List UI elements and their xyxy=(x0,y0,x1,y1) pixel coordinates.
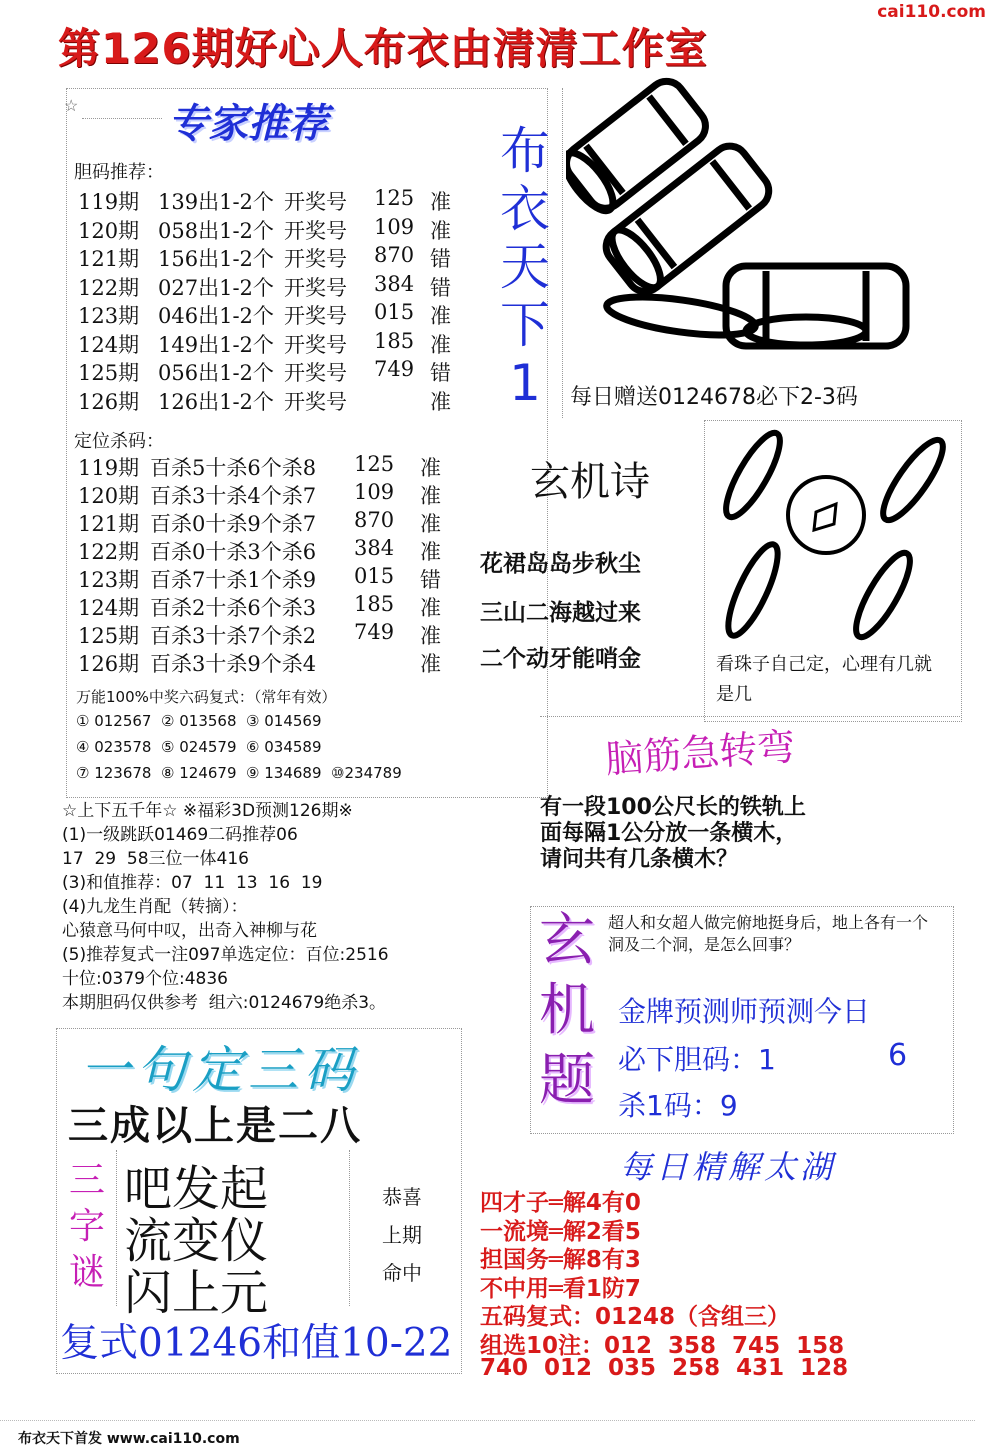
dan-pick: 027出1-2个 xyxy=(158,275,274,300)
gold-title: 金牌预测师预测今日 xyxy=(618,995,871,1028)
gold-dan-value: 6 xyxy=(888,1038,908,1073)
forecast-line: 17 29 58三位一体416 xyxy=(62,849,249,869)
poem-line: 二个动牙能哨金 xyxy=(480,646,641,672)
wanneng-line: ④ 023578 ⑤ 024579 ⑥ 034589 xyxy=(76,738,322,756)
dan-pick: 139出1-2个 xyxy=(158,190,274,214)
star-decoration: ☆ xyxy=(64,96,79,115)
brain-line: 面每隔1公分放一条横木， xyxy=(540,821,798,846)
taihu-line: 担国务═解8有3 xyxy=(480,1247,641,1273)
dan-result: 错 xyxy=(430,247,451,271)
forecast-line: 心猿意马何中叹，出奇入神柳与花 xyxy=(62,921,317,941)
title-char: 天 xyxy=(500,238,550,296)
dan-result: 准 xyxy=(430,218,451,243)
divider-vertical xyxy=(562,88,563,418)
poem-line: 三山二海越过来 xyxy=(480,600,641,626)
page-title: 第126期好心人布衣由清清工作室 xyxy=(58,24,708,73)
kill-result: 准 xyxy=(420,624,441,648)
dan-draw: 015 xyxy=(374,300,415,324)
title-char: 机 xyxy=(539,978,595,1043)
brain-line: 有一段100公尺长的铁轨上 xyxy=(540,795,806,820)
kill-draw: 185 xyxy=(354,592,395,616)
dan-result: 准 xyxy=(430,389,451,414)
forecast-line: (1)一级跳跃01469二码推荐06 xyxy=(62,825,298,845)
sanzi-line: 吧发起 xyxy=(124,1161,269,1217)
congrats-line: 恭喜 xyxy=(382,1185,422,1209)
forecast-line: (5)推荐复式一注097单选定位：百位:2516 xyxy=(62,945,389,965)
forecast-line: 十位:0379个位:4836 xyxy=(62,969,228,989)
kill-draw: 870 xyxy=(354,508,395,532)
kill-result: 准 xyxy=(420,540,441,564)
dan-draw-label: 开奖号 xyxy=(284,361,347,385)
kill-result: 准 xyxy=(420,596,441,620)
dan-draw: 109 xyxy=(374,214,415,239)
forecast-line: (4)九龙生肖配（转摘）： xyxy=(62,897,248,917)
gold-dan: 必下胆码：1 xyxy=(618,1043,776,1076)
dan-period: 125期 xyxy=(78,361,140,385)
congrats-line: 命中 xyxy=(382,1261,422,1285)
taihu-title: 每日精解太湖 xyxy=(620,1148,837,1186)
taihu-line: 不中用═看1防7 xyxy=(480,1275,641,1302)
brain-line: 请问共有几条横木？ xyxy=(540,847,739,872)
dan-period: 121期 xyxy=(78,247,140,271)
wanneng-line: ① 012567 ② 013568 ③ 014569 xyxy=(76,712,322,730)
dan-draw-label: 开奖号 xyxy=(284,332,347,357)
dan-pick: 126出1-2个 xyxy=(158,389,274,414)
dan-draw-label: 开奖号 xyxy=(284,304,347,328)
dan-draw: 749 xyxy=(374,357,415,381)
poem-line: 花裙岛岛步秋尘 xyxy=(480,551,641,577)
riddle-question: 超人和女超人做完俯地挺身后，地上各有一个洞及二个洞，是怎么回事？ xyxy=(608,913,929,954)
dan-period: 119期 xyxy=(78,190,140,214)
kill-pick: 百杀0十杀9个杀7 xyxy=(150,512,317,536)
dan-result: 错 xyxy=(430,275,451,300)
title-char: 衣 xyxy=(500,180,550,238)
dan-draw-label: 开奖号 xyxy=(284,247,347,271)
dan-period: 126期 xyxy=(78,389,140,414)
wanneng-label: 万能100%中奖六码复式：（常年有效） xyxy=(76,688,337,706)
kill-pick: 百杀0十杀3个杀6 xyxy=(150,540,317,564)
kill-period: 119期 xyxy=(78,456,140,480)
kill-period: 121期 xyxy=(78,512,140,536)
dan-draw: 384 xyxy=(374,271,415,296)
abacus-image xyxy=(566,76,946,376)
site-logo: cai110.com xyxy=(877,2,986,22)
buyi-vertical-title xyxy=(494,122,556,412)
wanneng-line: ⑦ 123678 ⑧ 124679 ⑨ 134689 ⑩234789 xyxy=(76,764,402,782)
riddle-vertical-title xyxy=(536,906,598,1116)
gold-kill: 杀1码：9 xyxy=(618,1089,738,1122)
dan-draw-label: 开奖号 xyxy=(284,218,347,243)
dan-draw: 125 xyxy=(374,186,415,210)
kill-draw: 125 xyxy=(354,452,395,476)
beads-caption: 看珠子自己定，心理有几就是几 xyxy=(716,654,932,705)
poem-title: 玄机诗 xyxy=(530,459,650,505)
dan-pick: 046出1-2个 xyxy=(158,304,274,328)
kill-period: 126期 xyxy=(78,652,140,676)
dan-period: 122期 xyxy=(78,275,140,300)
taihu-line: 组选10注：012 358 745 158 xyxy=(480,1332,845,1359)
dan-result: 错 xyxy=(430,361,451,385)
kill-period: 123期 xyxy=(78,568,140,592)
label-char: 谜 xyxy=(68,1252,105,1293)
fushi-line: 复式01246和值10-22 xyxy=(60,1321,453,1366)
kill-result: 准 xyxy=(420,652,441,676)
dotted-line xyxy=(82,118,162,119)
kill-period: 122期 xyxy=(78,540,140,564)
footer: 布衣天下首发 www.cai110.com xyxy=(18,1431,240,1447)
forecast-line: (3)和值推荐：07 11 13 16 19 xyxy=(62,873,323,893)
kill-result: 准 xyxy=(420,512,441,536)
title-char: 1 xyxy=(509,354,541,412)
label-char: 字 xyxy=(68,1206,105,1247)
taihu-line: 四才子═解4有0 xyxy=(480,1190,641,1216)
kill-label: 定位杀码： xyxy=(74,431,164,452)
title-char: 题 xyxy=(539,1048,595,1113)
sanzi-line: 闪上元 xyxy=(124,1265,269,1321)
dan-result: 准 xyxy=(430,332,451,357)
expert-title: 专家推荐 xyxy=(168,101,328,147)
kill-pick: 百杀2十杀6个杀3 xyxy=(150,596,317,620)
kill-draw: 749 xyxy=(354,620,395,644)
taihu-line: 740 012 035 258 431 128 xyxy=(480,1355,849,1381)
kill-period: 125期 xyxy=(78,624,140,648)
kill-period: 124期 xyxy=(78,596,140,620)
footer-line xyxy=(0,1420,975,1421)
dan-result: 准 xyxy=(430,190,451,214)
kill-pick: 百杀3十杀7个杀2 xyxy=(150,624,317,648)
dan-period: 123期 xyxy=(78,304,140,328)
dan-label: 胆码推荐： xyxy=(74,162,164,183)
beads-image xyxy=(708,420,958,645)
kill-period: 120期 xyxy=(78,484,140,508)
sanzi-line: 流变仪 xyxy=(124,1213,269,1269)
divider-horizontal xyxy=(540,716,960,717)
dan-draw-label: 开奖号 xyxy=(284,190,347,214)
dan-pick: 058出1-2个 xyxy=(158,218,274,243)
forecast-line: 本期胆码仅供参考 组六:0124679绝杀3。 xyxy=(62,993,387,1013)
yiju-phrase: 三成以上是二八 xyxy=(68,1103,362,1149)
taihu-line: 五码复式：01248（含组三） xyxy=(480,1304,791,1330)
dan-draw-label: 开奖号 xyxy=(284,389,347,414)
kill-result: 准 xyxy=(420,484,441,508)
dan-pick: 149出1-2个 xyxy=(158,332,274,357)
kill-pick: 百杀5十杀6个杀8 xyxy=(150,456,317,480)
title-char: 玄 xyxy=(539,908,595,973)
kill-pick: 百杀3十杀9个杀4 xyxy=(150,652,317,676)
kill-pick: 百杀3十杀4个杀7 xyxy=(150,484,317,508)
kill-pick: 百杀7十杀1个杀9 xyxy=(150,568,317,592)
kill-result: 错 xyxy=(420,568,441,592)
brain-title: 脑筋急转弯 xyxy=(603,724,797,782)
dan-period: 124期 xyxy=(78,332,140,357)
dan-result: 准 xyxy=(430,304,451,328)
sanzi-label xyxy=(62,1158,112,1296)
congrats xyxy=(382,1178,422,1292)
dan-pick: 056出1-2个 xyxy=(158,361,274,385)
title-char: 布 xyxy=(500,122,550,180)
dan-pick: 156出1-2个 xyxy=(158,247,274,271)
kill-result: 准 xyxy=(420,456,441,480)
title-char: 下 xyxy=(500,296,550,354)
forecast-line: ☆上下五千年☆ ※福彩3D预测126期※ xyxy=(62,801,353,821)
dan-draw: 185 xyxy=(374,328,415,353)
yiju-title: 一句定三码 xyxy=(80,1041,360,1099)
kill-draw: 109 xyxy=(354,480,395,504)
dan-period: 120期 xyxy=(78,218,140,243)
taihu-line: 一流境═解2看5 xyxy=(480,1218,641,1245)
congrats-line: 上期 xyxy=(382,1223,422,1247)
kill-draw: 384 xyxy=(354,536,395,560)
kill-draw: 015 xyxy=(354,564,395,588)
dan-draw: 870 xyxy=(374,243,415,267)
dan-draw-label: 开奖号 xyxy=(284,275,347,300)
daily-gift: 每日赠送0124678必下2-3码 xyxy=(570,385,858,410)
label-char: 三 xyxy=(68,1160,105,1201)
